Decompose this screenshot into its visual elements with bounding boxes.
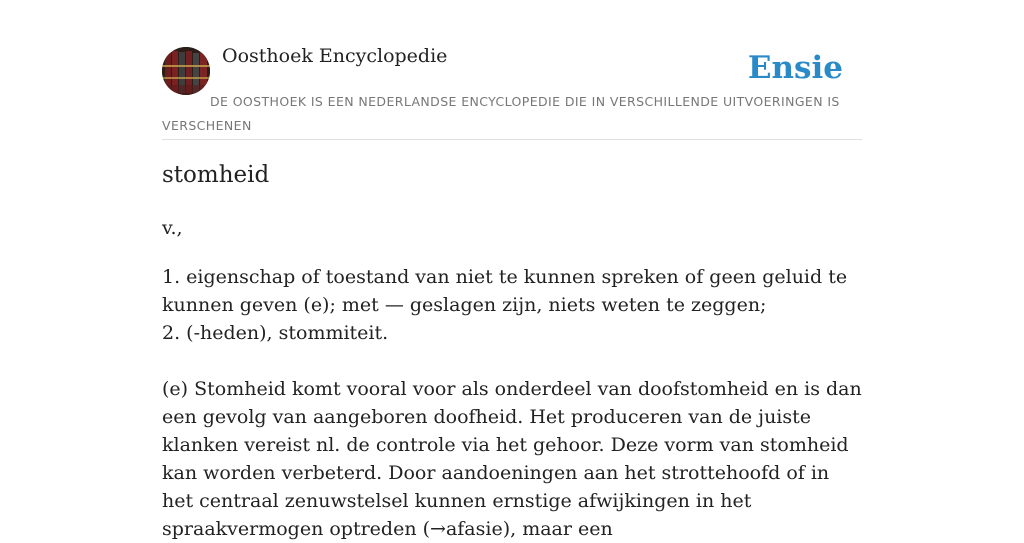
definition-1: 1. eigenschap of toestand van niet te kunnen spreken of geen geluid te kunnen geven (e); met — geslagen zijn, niets weten te zeggen; [162, 266, 848, 316]
entry-note: (e) Stomheid komt vooral voor als onderdeel van doofstomheid en is dan een gevolg van aangeboren doofheid. Het produceren van de juiste klanken vereist nl. de controle via het gehoor. Deze vorm van stomheid kan worden verbeterd. Door aandoeningen aan het strottehoofd of in het centraal zenuwstelsel kunnen ernstige afwijkingen in het spraakvermogen optreden (→afasie), maar een [162, 378, 862, 540]
brand-logo[interactable]: Ensie [747, 50, 843, 86]
site-avatar[interactable] [162, 47, 210, 95]
entry-title: stomheid [162, 162, 270, 188]
entry-body [162, 263, 862, 543]
header-divider [162, 139, 862, 140]
definition-2: 2. (-heden), stommiteit. [162, 322, 389, 344]
site-name[interactable]: Oosthoek Encyclopedie [222, 45, 448, 67]
part-of-speech: v., [162, 217, 183, 239]
book-spines-icon [162, 47, 210, 95]
site-tagline: DE OOSTHOEK IS EEN NEDERLANDSE ENCYCLOPEDIE DIE IN VERSCHILLENDE UITVOERINGEN IS VERSCHENEN [162, 94, 840, 133]
